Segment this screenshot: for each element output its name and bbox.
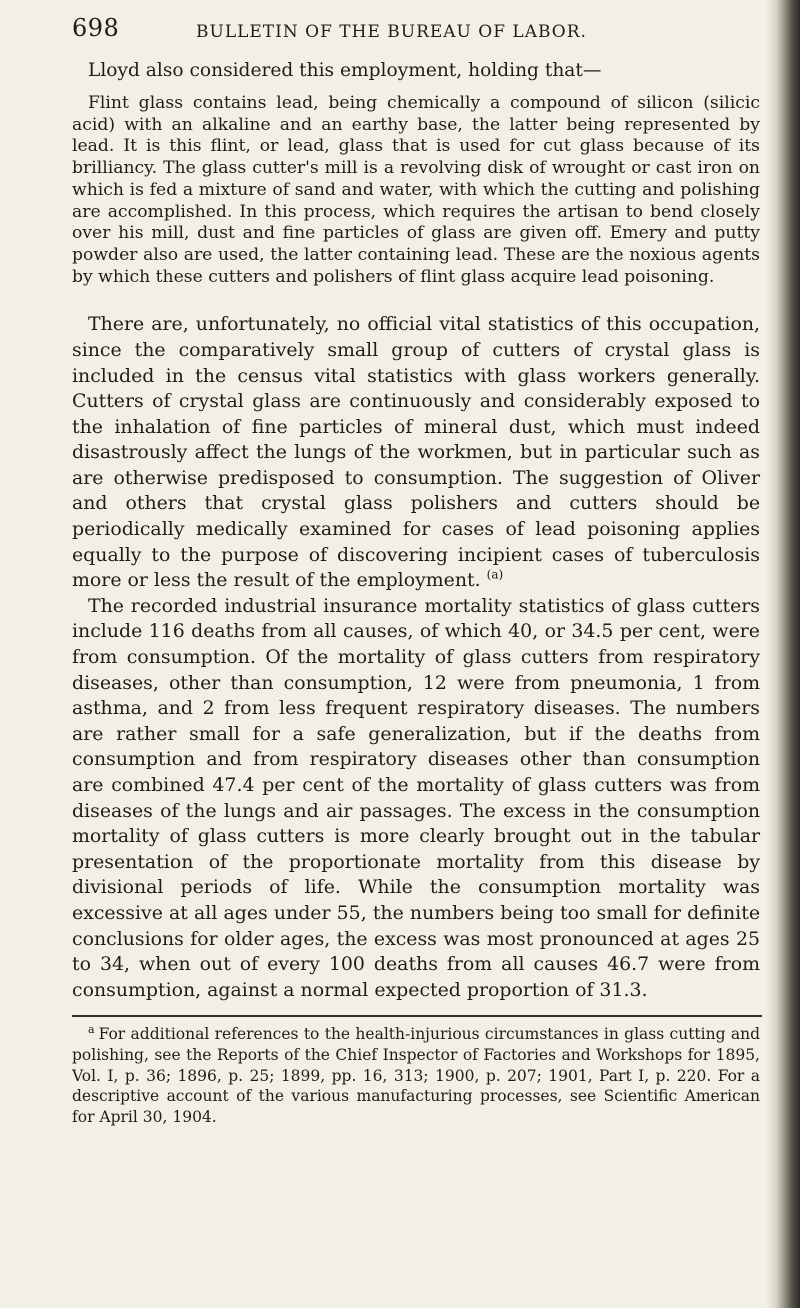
paragraph-vital-statistics xyxy=(48,312,760,594)
footnote xyxy=(48,1024,760,1127)
footnote-text: For additional references to the health-injurious circumstances in glass cutting and polishing, see the Reports of the Chief Inspector of Factories and Workshops for 1895, Vol. I, p. 36; 1896, p. 25; 1899, pp. 16, 313; 1900, p. 207; 1901, Part I, p. 220. For a descriptive account of the various manufacturing processes, see Scientific American for April 30, 1904. xyxy=(72,1025,760,1126)
page-number: 698 xyxy=(72,14,120,42)
paragraph-vital-statistics-text: There are, unfortunately, no official vital statistics of this occupation, since the comparatively small group of cutters of crystal glass is included in the census vital statistics with glass workers generally. Cutters of crystal glass are continuously and considerably exposed to the inhalation of fine particles of mineral dust, which must indeed disastrously affect the lungs of the workmen, but in particular such as are otherwise predisposed to consumption. The suggestion of Oliver and others that crystal glass polishers and cutters should be periodically medically examined for cases of lead poisoning applies equally to the purpose of discovering incipient cases of tuberculosis more or less the result of the employment. xyxy=(72,313,760,592)
page-header xyxy=(48,14,760,54)
running-head: BULLETIN OF THE BUREAU OF LABOR. xyxy=(196,22,587,42)
footnote-reference[interactable]: (a) xyxy=(486,567,504,582)
page-content xyxy=(48,14,760,1127)
paragraph-insurance-mortality: The recorded industrial insurance mortality statistics of glass cutters include 116 deaths from all causes, of which 40, or 34.5 per cent, were from consumption. Of the mortality of glass cutters from respiratory diseases, other than consumption, 12 were from pneumonia, 1 from asthma, and 2 from less frequent respiratory diseases. The numbers are rather small for a safe generalization, but if the deaths from consumption and from respiratory diseases other than consumption are combined 47.4 per cent of the mortality of glass cutters was from diseases of the lungs and air passages. The excess in the consumption mortality of glass cutters is more clearly brought out in the tabular presentation of the proportionate mortality from this disease by divisional periods of life. While the consumption mortality was excessive at all ages under 55, the numbers being too small for definite conclusions for older ages, the excess was most pronounced at ages 25 to 34, when out of every 100 deaths from all causes 46.7 were from consumption, against a normal expected proportion of 31.3. xyxy=(72,594,760,1001)
block-quote: Flint glass contains lead, being chemically a compound of silicon (silicic acid) with an alkaline and an earthy base, the latter being represented by lead. It is this flint, or lead, glass that is used for cut glass because of its brilliancy. The glass cutter's mill is a revolving disk of wrought or cast iron on which is fed a mixture of sand and water, with which the cutting and polishing are accomplished. In this process, which requires the artisan to bend closely over his mill, dust and fine particles of glass are given off. Emery and putty powder also are used, the latter containing lead. These are the noxious agents by which these cutters and polishers of flint glass acquire lead poisoning. xyxy=(72,93,760,287)
intro-sentence: Lloyd also considered this employment, holding that— xyxy=(88,60,602,81)
footnote-mark: a xyxy=(88,1023,95,1037)
footnote-divider xyxy=(72,1015,762,1017)
page-binding-edge xyxy=(766,0,800,1308)
